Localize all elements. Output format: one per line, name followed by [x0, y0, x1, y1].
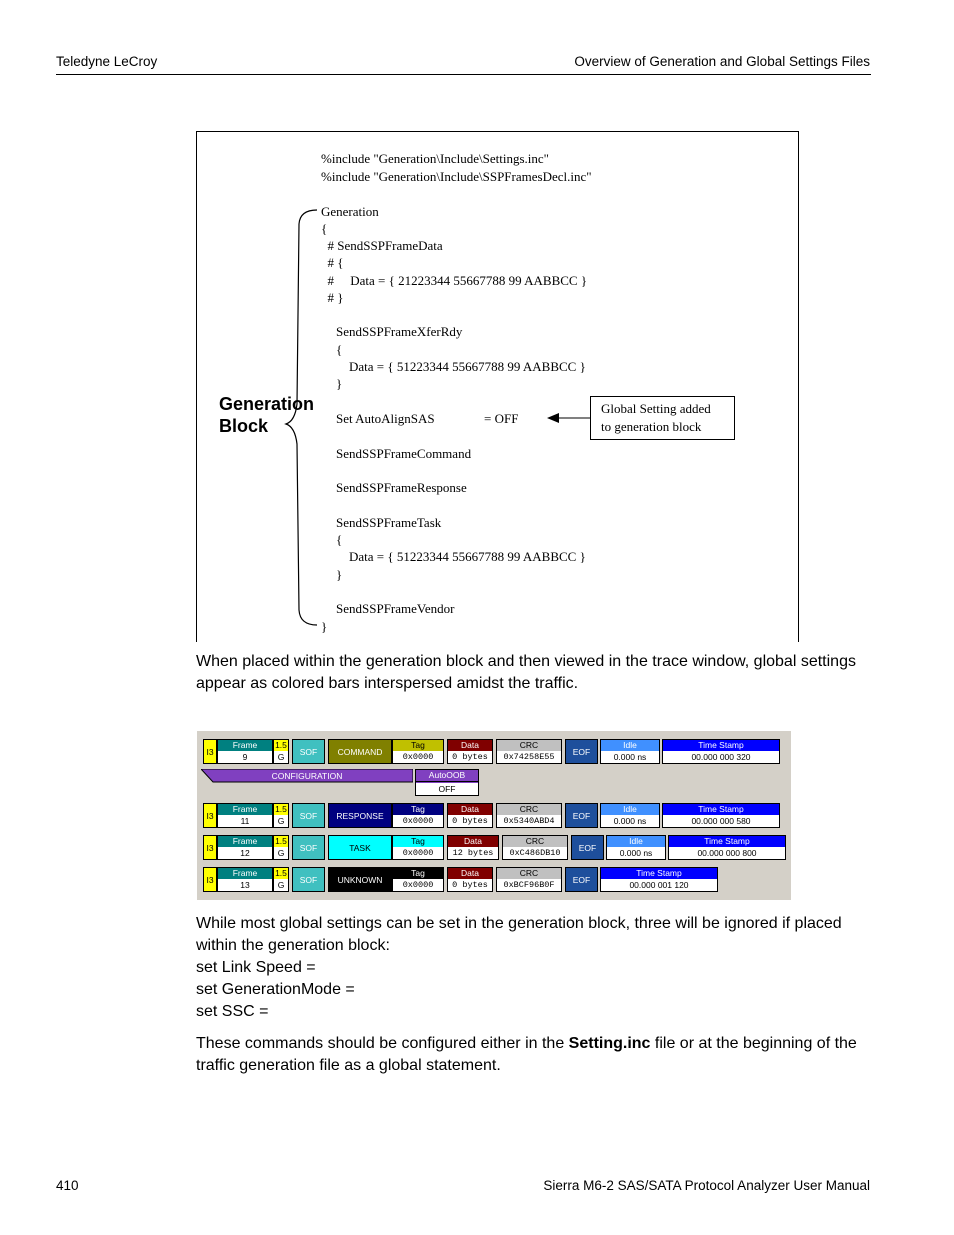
port-cell [203, 867, 217, 892]
callout-line: Global Setting added [601, 401, 711, 416]
code-line: SendSSPFrameCommand [336, 446, 472, 461]
timestamp-label: Time Stamp [663, 740, 779, 752]
tag-label: Tag [393, 868, 443, 880]
frame-number: 13 [218, 879, 272, 891]
trace-view [197, 731, 791, 900]
eof-label: EOF [572, 874, 591, 885]
brace-and-arrow-graphic [197, 132, 798, 642]
paragraph-intro: When placed within the generation block and then viewed in the trace window, global settings appear as colored bars interspersed amidst the traffic. [196, 653, 856, 692]
timestamp-cell [600, 867, 718, 892]
code-line: # } [321, 290, 344, 305]
frame-number: 11 [218, 815, 272, 827]
ignored-setting-item: set Link Speed = [196, 959, 316, 976]
timestamp-value: 00.000 000 580 [663, 815, 779, 827]
sof-cell [292, 803, 325, 828]
rate-cell [273, 835, 289, 860]
rate-unit: G [274, 751, 288, 763]
idle-value: 0.000 ns [601, 751, 659, 763]
data-label: Data [448, 836, 498, 848]
frame-label: Frame [218, 836, 272, 848]
tag-value: 0x0000 [393, 751, 443, 763]
timestamp-cell [662, 803, 780, 828]
port-value: I3 [206, 842, 214, 853]
configuration-label: CONFIGURATION [271, 771, 343, 781]
crc-label: CRC [497, 804, 561, 816]
sof-cell [292, 739, 325, 764]
frame-number: 12 [218, 847, 272, 859]
autooob-cell [415, 769, 479, 796]
code-line: { [336, 532, 343, 547]
port-cell [203, 803, 217, 828]
code-line: = OFF [484, 411, 519, 426]
ignored-setting-item: set GenerationMode = [196, 981, 355, 998]
rate-value: 1.5 [275, 804, 287, 814]
code-line: %include "Generation\Include\SSPFramesDecl.inc" [321, 169, 592, 184]
code-line: SendSSPFrameResponse [336, 480, 467, 495]
idle-label: Idle [607, 836, 665, 848]
rate-cell [273, 739, 289, 764]
frame-cell [217, 867, 273, 892]
idle-value: 0.000 ns [601, 815, 659, 827]
frame-cell [217, 835, 273, 860]
code-line: } [336, 567, 343, 582]
autooob-value: OFF [416, 783, 478, 795]
header-right: Overview of Generation and Global Settings Files [574, 54, 870, 69]
sof-cell [292, 867, 325, 892]
header-rule [56, 74, 871, 75]
idle-cell [600, 739, 660, 764]
frame-type: RESPONSE [336, 810, 384, 821]
data-cell [447, 739, 493, 764]
frame-cell [217, 803, 273, 828]
timestamp-label: Time Stamp [663, 804, 779, 816]
eof-cell [565, 739, 598, 764]
crc-value: 0x74258E55 [497, 751, 561, 763]
timestamp-label: Time Stamp [601, 868, 717, 880]
paragraph-configuration-note [196, 1033, 876, 1077]
code-line: SendSSPFrameVendor [336, 601, 455, 616]
tag-value: 0x0000 [393, 815, 443, 827]
code-line: Data = { 51223344 55667788 99 AABBCC } [336, 549, 586, 564]
tag-cell [392, 803, 444, 828]
code-line: { [336, 342, 343, 357]
sof-label: SOF [299, 810, 318, 821]
data-cell [447, 803, 493, 828]
text-run: file or at the beginning of the traffic generation file as a global statement. [196, 1035, 857, 1074]
port-cell [203, 835, 217, 860]
timestamp-value: 00.000 000 800 [669, 847, 785, 859]
ignored-setting-item: set SSC = [196, 1003, 269, 1020]
port-cell [203, 739, 217, 764]
callout-box [590, 396, 735, 440]
port-value: I3 [206, 746, 214, 757]
code-line: Generation [321, 204, 379, 219]
rate-value: 1.5 [275, 836, 287, 846]
data-cell [447, 835, 499, 860]
rate-cell [273, 867, 289, 892]
frame-type-cell [328, 867, 392, 892]
timestamp-value: 00.000 001 120 [601, 879, 717, 891]
crc-cell [496, 803, 562, 828]
autooob-label: AutoOOB [416, 770, 478, 782]
text-run: These commands should be configured either in the [196, 1035, 569, 1052]
sof-label: SOF [299, 874, 318, 885]
sof-label: SOF [299, 842, 318, 853]
port-value: I3 [206, 874, 214, 885]
rate-value: 1.5 [275, 868, 287, 878]
eof-label: EOF [572, 746, 591, 757]
sof-cell [292, 835, 325, 860]
label-line: Block [219, 416, 269, 436]
eof-label: EOF [578, 842, 597, 853]
frame-type: TASK [349, 842, 371, 853]
timestamp-cell [668, 835, 786, 860]
data-cell [447, 867, 493, 892]
tag-value: 0x0000 [393, 879, 443, 891]
paragraph-ignored-settings [196, 913, 876, 1023]
tag-label: Tag [393, 804, 443, 816]
crc-label: CRC [497, 740, 561, 752]
timestamp-value: 00.000 000 320 [663, 751, 779, 763]
code-line: # Data = { 21223344 55667788 99 AABBCC } [321, 273, 588, 288]
crc-cell [496, 867, 562, 892]
timestamp-label: Time Stamp [669, 836, 785, 848]
idle-cell [600, 803, 660, 828]
crc-value: 0xBCF96B0F [497, 879, 561, 891]
idle-label: Idle [601, 740, 659, 752]
code-figure [196, 131, 799, 642]
tag-cell [392, 867, 444, 892]
eof-cell [571, 835, 604, 860]
label-line: Generation [219, 394, 315, 414]
code-line: SendSSPFrameXferRdy [336, 324, 463, 339]
idle-label: Idle [601, 804, 659, 816]
frame-type: UNKNOWN [337, 874, 383, 885]
rate-unit: G [274, 879, 288, 891]
rate-cell [273, 803, 289, 828]
data-label: Data [448, 740, 492, 752]
sof-label: SOF [299, 746, 318, 757]
code-line: # { [321, 255, 344, 270]
rate-unit: G [274, 847, 288, 859]
crc-value: 0xC486DB10 [503, 847, 567, 859]
data-value: 0 bytes [448, 751, 492, 763]
curly-brace [286, 210, 317, 625]
frame-type-cell [328, 835, 392, 860]
frame-type-cell [328, 739, 392, 764]
crc-cell [496, 739, 562, 764]
frame-label: Frame [218, 740, 272, 752]
crc-label: CRC [497, 868, 561, 880]
data-label: Data [448, 804, 492, 816]
code-line: Data = { 51223344 55667788 99 AABBCC } [336, 359, 586, 374]
port-value: I3 [206, 810, 214, 821]
frame-cell [217, 739, 273, 764]
paragraph-text: While most global settings can be set in the generation block, three will be ignored if placed within the generation block: [196, 915, 842, 954]
rate-value: 1.5 [275, 740, 287, 750]
data-label: Data [448, 868, 492, 880]
page-number: 410 [56, 1178, 79, 1193]
data-value: 0 bytes [448, 879, 492, 891]
data-value: 0 bytes [448, 815, 492, 827]
code-line: # SendSSPFrameData [321, 238, 443, 253]
code-line: } [336, 376, 343, 391]
header-left: Teledyne LeCroy [56, 54, 158, 69]
frame-number: 9 [218, 751, 272, 763]
rate-unit: G [274, 815, 288, 827]
eof-cell [565, 803, 598, 828]
idle-value: 0.000 ns [607, 847, 665, 859]
tag-cell [392, 835, 444, 860]
code-line: SendSSPFrameTask [336, 515, 442, 530]
data-value: 12 bytes [448, 847, 498, 859]
idle-cell [606, 835, 666, 860]
code-line: { [321, 221, 328, 236]
frame-label: Frame [218, 804, 272, 816]
settings-file-name: Setting.inc [568, 1035, 651, 1052]
frame-type-cell [328, 803, 392, 828]
timestamp-cell [662, 739, 780, 764]
code-line: Set AutoAlignSAS [336, 411, 435, 426]
frame-type: COMMAND [337, 746, 383, 757]
callout-line: to generation block [601, 419, 702, 434]
tag-cell [392, 739, 444, 764]
crc-label: CRC [503, 836, 567, 848]
eof-cell [565, 867, 598, 892]
code-line: %include "Generation\Include\Settings.inc" [321, 151, 549, 166]
crc-value: 0x5340ABD4 [497, 815, 561, 827]
arrow-head-icon [547, 413, 559, 423]
tag-label: Tag [393, 836, 443, 848]
tag-value: 0x0000 [393, 847, 443, 859]
crc-cell [502, 835, 568, 860]
tag-label: Tag [393, 740, 443, 752]
code-line: } [321, 619, 328, 634]
frame-label: Frame [218, 868, 272, 880]
footer-manual-title: Sierra M6-2 SAS/SATA Protocol Analyzer User Manual [543, 1178, 870, 1193]
eof-label: EOF [572, 810, 591, 821]
